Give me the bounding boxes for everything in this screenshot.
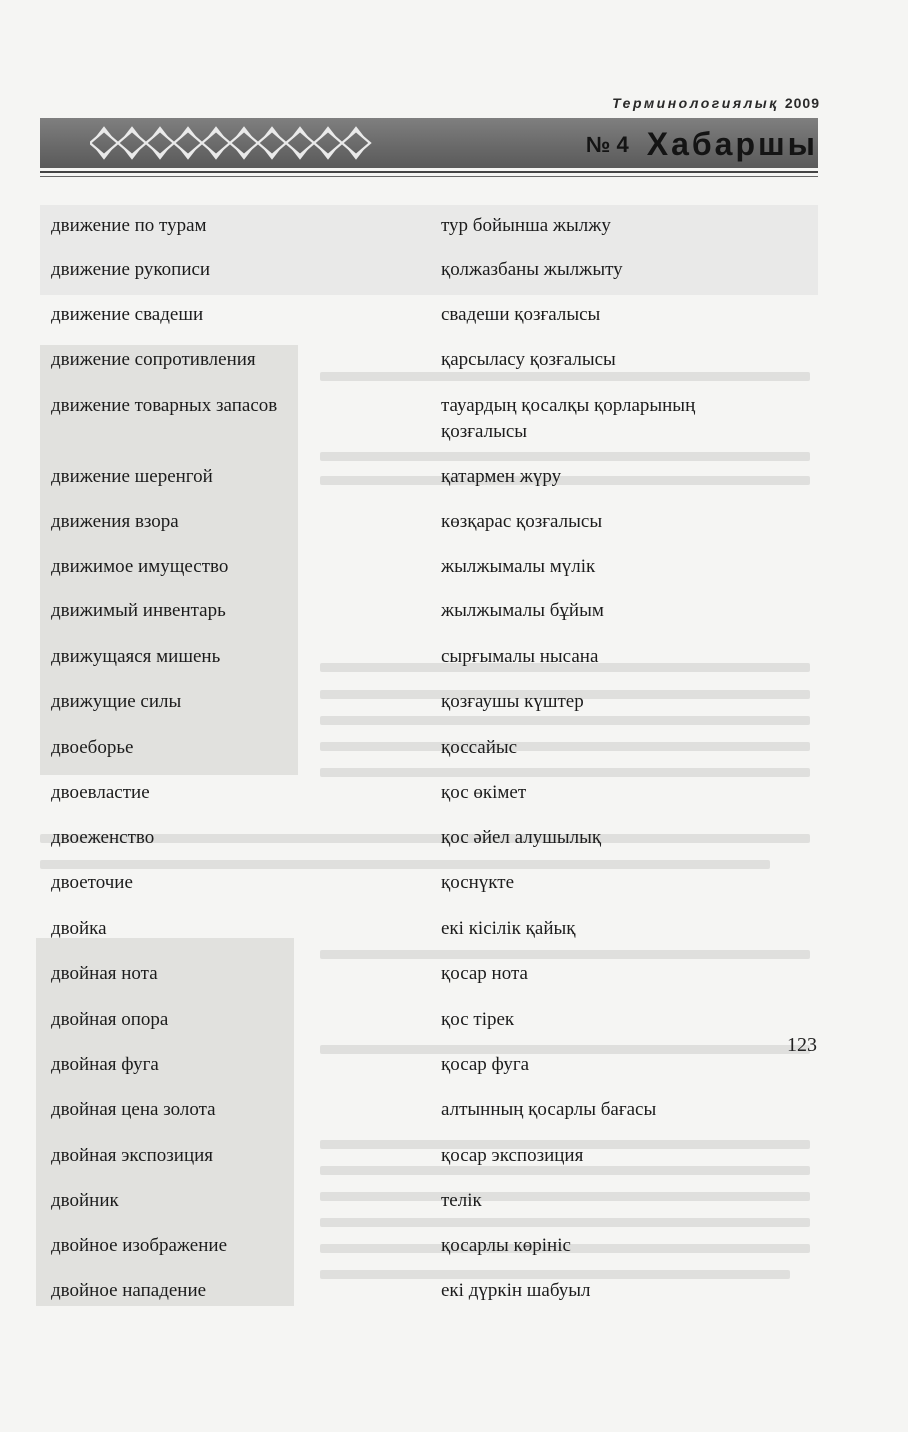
kazakh-term: сырғымалы нысана [441, 646, 599, 667]
journal-name: Терминологиялық [612, 95, 779, 111]
kazakh-term: қосар нота [441, 963, 528, 984]
russian-term: двойная опора [51, 1009, 169, 1030]
russian-term: двойное изображение [51, 1235, 228, 1256]
kazakh-term: екі дүркін шабуыл [441, 1280, 591, 1301]
journal-year: 2009 [784, 95, 820, 111]
russian-term: движущаяся мишень [51, 646, 221, 667]
russian-term: двоевластие [51, 782, 150, 803]
kazakh-term: жылжымалы бұйым [441, 600, 604, 621]
kazakh-term: қатармен жүру [441, 466, 562, 487]
russian-term: двойная фуга [51, 1054, 159, 1075]
kazakh-term: телік [441, 1190, 482, 1211]
russian-term: двойная цена золота [51, 1099, 216, 1120]
russian-term: движимый инвентарь [51, 600, 226, 621]
kazakh-term: алтынның қосарлы бағасы [441, 1099, 657, 1120]
kazakh-term: тур бойынша жылжу [441, 215, 611, 236]
kazakh-term: қос әйел алушылық [441, 827, 602, 848]
russian-term: движение рукописи [51, 259, 211, 280]
russian-term: двойка [51, 918, 107, 939]
kazakh-term: қос тірек [441, 1009, 515, 1030]
kazakh-term: қарсыласу қозғалысы [441, 349, 616, 370]
russian-term: движение по турам [51, 215, 207, 236]
kazakh-term: қосарлы көрініс [441, 1235, 571, 1256]
russian-term: движение сопротивления [51, 349, 256, 370]
kazakh-term-continued: қозғалысы [441, 421, 528, 442]
russian-term: двойное нападение [51, 1280, 207, 1301]
kazakh-term: жылжымалы мүлік [441, 556, 596, 577]
kazakh-term: свадеши қозғалысы [441, 304, 601, 325]
page-number: 123 [787, 1034, 817, 1056]
kazakh-term: қосар экспозиция [441, 1145, 584, 1166]
russian-term: движущие силы [51, 691, 182, 712]
kazakh-term: көзқарас қозғалысы [441, 511, 603, 532]
kazakh-term: қосар фуга [441, 1054, 530, 1075]
russian-term: движение свадеши [51, 304, 204, 325]
kazakh-term: қоснүкте [441, 872, 515, 893]
russian-term: двоеточие [51, 872, 133, 893]
kazakh-term: тауардың қосалқы қорларының [441, 395, 696, 416]
kazakh-term: қолжазбаны жылжыту [441, 259, 623, 280]
russian-term: движение товарных запасов [51, 395, 278, 416]
journal-bulletin-title: Хабаршы [646, 126, 818, 162]
russian-term: движимое имущество [51, 556, 229, 577]
russian-term: двойная нота [51, 963, 158, 984]
kazakh-term: екі кісілік қайық [441, 918, 576, 939]
russian-term: движения взора [51, 511, 179, 532]
kazakh-term: қоссайыс [441, 737, 518, 758]
russian-term: двойная экспозиция [51, 1145, 214, 1166]
russian-term: движение шеренгой [51, 466, 213, 487]
kazakh-term: қос өкімет [441, 782, 527, 803]
kazakh-term: қозғаушы күштер [441, 691, 584, 712]
issue-number: № 4 [585, 132, 629, 157]
russian-term: двоеженство [51, 827, 155, 848]
russian-term: двоеборье [51, 737, 134, 758]
russian-term: двойник [51, 1190, 119, 1211]
